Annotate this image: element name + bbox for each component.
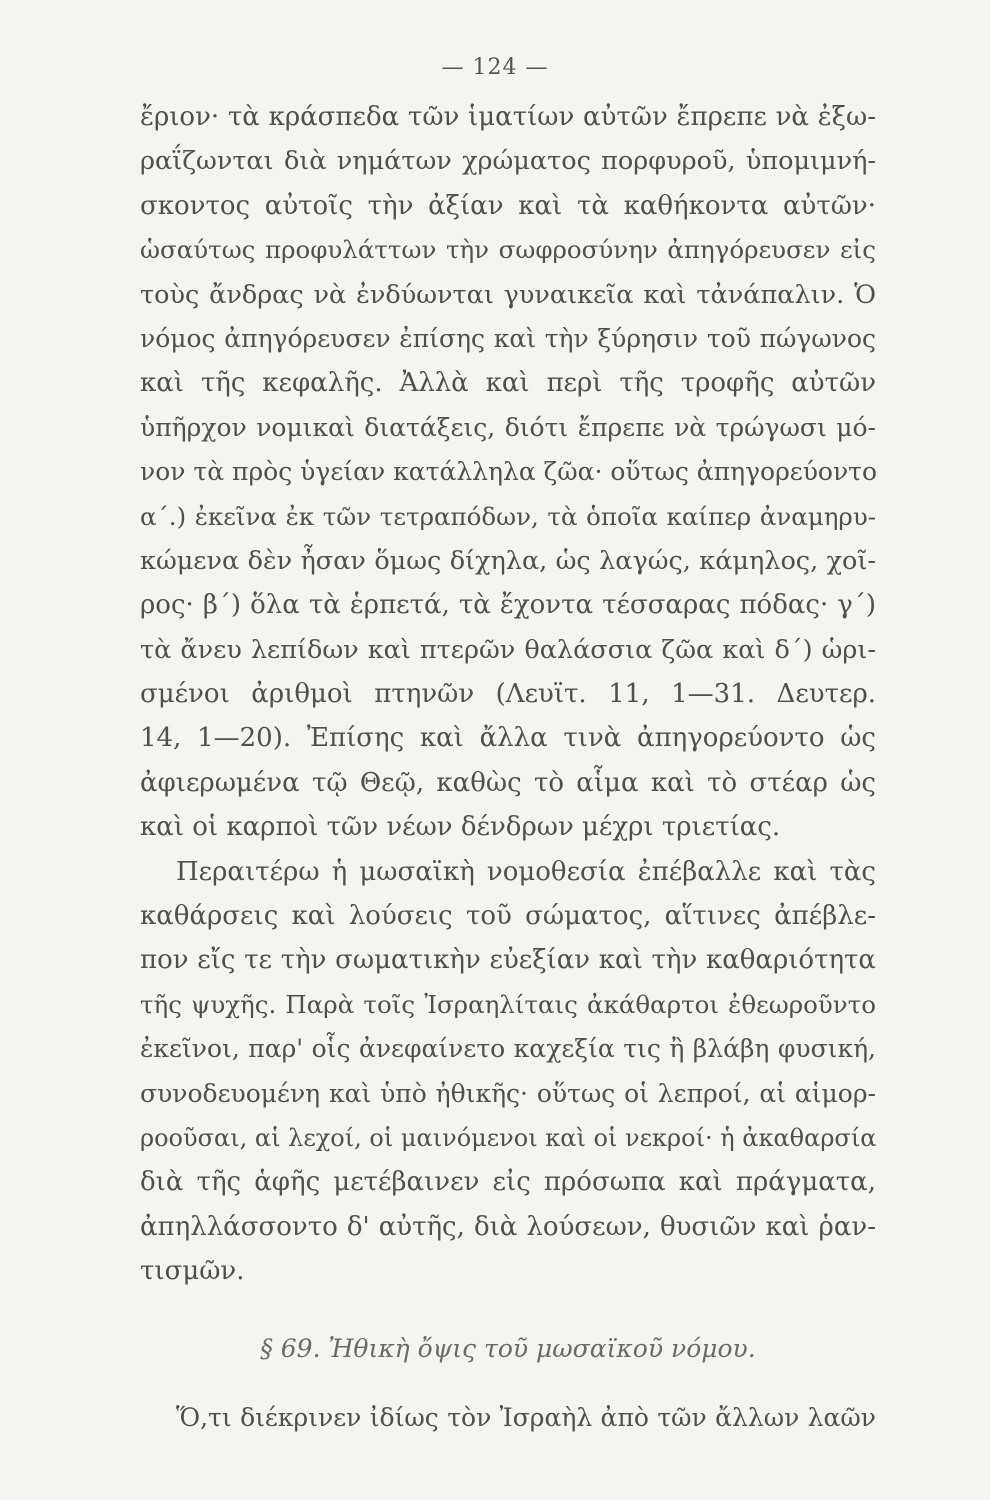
text-line: ὡσαύτως προφυλάττων τὴν σωφροσύνην ἀπηγόρευσεν εἰς <box>140 235 876 265</box>
text-line: κώμενα δὲν ἦσαν ὅμως δίχηλα, ὡς λαγώς, κάμηλος, χοῖ- <box>140 545 876 576</box>
text-line: Περαιτέρω ἡ μωσαϊκὴ νομοθεσία ἐπέβαλλε καὶ τὰς <box>176 856 876 887</box>
text-line: καθάρσεις καὶ λούσεις τοῦ σώματος, αἵτινες ἀπέβλε- <box>140 901 876 932</box>
text-line: ἔριον· τὰ κράσπεδα τῶν ἱματίων αὐτῶν ἔπρεπε νὰ ἐξω- <box>140 102 876 132</box>
text-line: διὰ τῆς ἁφῆς μετέβαινεν εἰς πρόσωπα καὶ πράγματα, <box>140 1167 876 1198</box>
text-line: τὰ ἄνευ λεπίδων καὶ πτερῶν θαλάσσια ζῶα καὶ δ΄) ὡρι- <box>140 634 876 665</box>
text-line: τοὺς ἄνδρας νὰ ἐνδύωνται γυναικεῖα καὶ τἀνάπαλιν. Ὁ <box>140 279 876 310</box>
text-line: ἀφιερωμένα τῷ Θεῷ, καθὼς τὸ αἷμα καὶ τὸ στέαρ ὡς <box>140 767 876 798</box>
body-text <box>140 95 876 1440</box>
section-heading: § 69. Ἠθικὴ ὄψις τοῦ μωσαϊκοῦ νόμου. <box>260 1333 756 1363</box>
paragraph-3 <box>140 1396 876 1440</box>
text-line: καὶ οἱ καρποὶ τῶν νέων δένδρων μέχρι τριετίας. <box>140 812 781 843</box>
text-line: νόμος ἀπηγόρευσεν ἐπίσης καὶ τὴν ξύρησιν τοῦ πώγωνος <box>140 323 876 353</box>
text-line: ραΐζωνται διὰ νημάτων χρώματος πορφυροῦ, ὑπομιμνή- <box>140 146 876 177</box>
text-line: ὑπῆρχον νομικαὶ διατάξεις, διότι ἔπρεπε νὰ τρώγωσι μό- <box>140 412 876 442</box>
section-spacer <box>140 1382 876 1396</box>
text-line: πον εἴς τε τὴν σωματικὴν εὐεξίαν καὶ τὴν καθαριότητα <box>140 945 876 976</box>
text-line: ρος· β΄) ὅλα τὰ ἑρπετά, τὰ ἔχοντα τέσσαρας πόδας· γ΄) <box>140 590 876 621</box>
text-line: ἐκεῖνοι, παρ' οἷς ἀνεφαίνετο καχεξία τις ἢ βλάβη φυσική, <box>140 1034 876 1064</box>
text-line: σμένοι ἀριθμοὶ πτηνῶν (Λευϊτ. 11, 1—31. Δευτερ. <box>140 679 876 710</box>
text-line: ἀπηλλάσσοντο δ' αὐτῆς, διὰ λούσεων, θυσιῶν καὶ ῥαν- <box>140 1211 876 1242</box>
text-line: ροοῦσαι, αἱ λεχοί, οἱ μαινόμενοι καὶ οἱ νεκροί· ἡ ἀκαθαρσία <box>140 1123 877 1152</box>
text-line: συνοδευομένη καὶ ὑπὸ ἠθικῆς· οὕτως οἱ λεπροί, αἱ αἱμορ- <box>140 1078 876 1108</box>
text-line: σκοντος αὐτοῖς τὴν ἀξίαν καὶ τὰ καθήκοντα αὐτῶν· <box>140 190 876 221</box>
text-line: 14, 1—20). Ἐπίσης καὶ ἄλλα τινὰ ἀπηγορεύοντο ὡς <box>140 723 876 754</box>
text-line: α΄.) ἐκεῖνα ἐκ τῶν τετραπόδων, τὰ ὁποῖα καίπερ ἀναμηρυ- <box>140 501 876 531</box>
text-line: τῆς ψυχῆς. Παρὰ τοῖς Ἰσραηλίταις ἀκάθαρτοι ἐθεωροῦντο <box>140 989 876 1019</box>
text-line: καὶ τῆς κεφαλῆς. Ἀλλὰ καὶ περὶ τῆς τροφῆς αὐτῶν <box>140 368 876 399</box>
page-number: — 124 — <box>441 55 549 80</box>
text-line: τισμῶν. <box>140 1256 245 1287</box>
paragraph-1 <box>140 95 876 850</box>
paragraph-2 <box>140 850 876 1294</box>
text-line: Ὅ,τι διέκρινεν ἰδίως τὸν Ἰσραὴλ ἀπὸ τῶν ἄλλων λαῶν <box>176 1402 876 1432</box>
text-line: νον τὰ πρὸς ὑγείαν κατάλληλα ζῶα· οὕτως ἀπηγορεύοντο <box>140 457 878 487</box>
